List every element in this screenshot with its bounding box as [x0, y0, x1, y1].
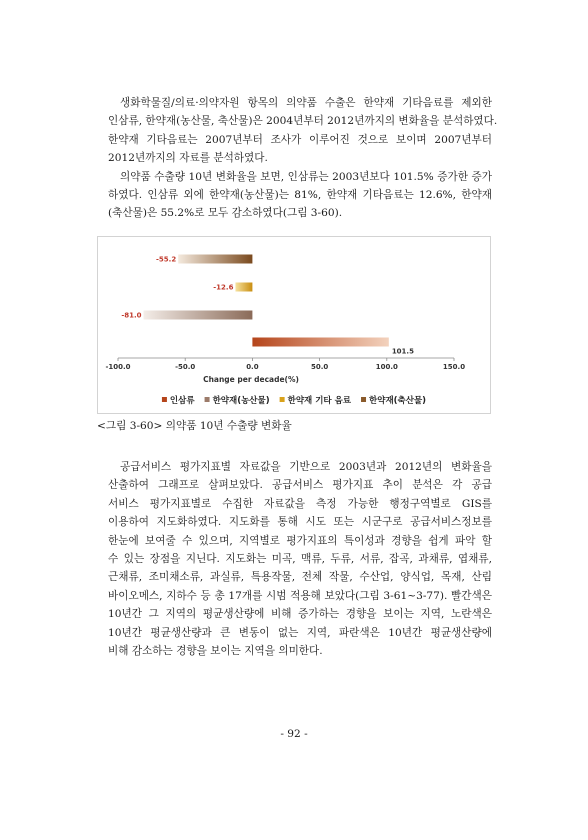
page-number: - 92 -: [280, 728, 308, 740]
text-line: 공급서비스 평가지표별 자료값을 기반으로 2003년과 2012년의 변화율을: [120, 461, 492, 473]
legend-label: 한약재 기타 음료: [287, 396, 352, 406]
text-line: 생화학물질/의료·의약자원 항목의 의약품 수출은 한약재 기타음료를 제외한: [120, 97, 492, 109]
x-tick-label: 100.0: [375, 363, 398, 371]
text-line: 서비스 평가지표별로 수집한 자료값을 측정 가능한 행정구역별로 GIS를: [108, 497, 492, 510]
text-line: 이용하여 지도화하였다. 지도화를 통해 시도 또는 시군구로 공급서비스정보를: [108, 516, 492, 529]
text-line: 하였다. 인삼류 외에 한약재(농산물)는 81%, 한약재 기타음료는 12.6%, 한약재: [108, 189, 492, 202]
text-line: 2012년까지의 자료를 분석하였다.: [108, 152, 268, 165]
bar-chart: [98, 237, 490, 413]
legend-swatch: [280, 397, 285, 402]
figure-chart-frame: [97, 236, 491, 414]
text-line: 10년간 그 지역의 평균생산량에 비해 증가하는 경향을 보이는 지역, 노란색은: [108, 608, 492, 621]
text-line: 의약품 수출량 10년 변화율을 보면, 인삼류는 2003년보다 101.5% 증가한 증가: [120, 170, 492, 183]
legend-label: 한약재(농산물): [212, 396, 270, 406]
x-tick-label: -50.0: [175, 363, 196, 371]
paragraph-export-analysis: [108, 94, 498, 223]
text-line: (축산물)은 55.2%로 모두 감소하였다(그림 3-60).: [108, 207, 343, 220]
x-tick-label: 50.0: [310, 363, 329, 371]
legend-swatch: [205, 397, 210, 402]
bar-value-label: -81.0: [121, 311, 142, 320]
legend-swatch: [361, 397, 366, 402]
bar-value-label: -12.6: [213, 283, 234, 292]
paragraph-supply-service: [108, 458, 492, 660]
text-line: 인삼류, 한약재(농산물, 축산물)은 2004년부터 2012년까지의 변화율을 분석하였다.: [108, 115, 498, 128]
x-tick-label: 0.0: [246, 363, 259, 371]
bar-0: [178, 255, 252, 264]
legend-label: 인삼류: [169, 396, 195, 406]
bar-value-label: -55.2: [156, 255, 177, 264]
text-line: 근채류, 조미채소류, 과실류, 특용작물, 전체 작물, 수산업, 양식업, 목재, 산림: [108, 571, 492, 584]
figure-caption: <그림 3-60> 의약품 10년 수출량 변화율: [97, 420, 292, 432]
x-tick-label: -100.0: [105, 363, 131, 371]
bar-2: [144, 311, 253, 320]
text-line: 한약재 기타음료는 2007년부터 조사가 이루어진 것으로 보이며 2007년부터: [108, 133, 492, 146]
text-line: 산출하여 그래프로 살펴보았다. 공급서비스 평가지표 추이 분석은 각 공급: [108, 479, 492, 492]
legend-swatch: [162, 397, 167, 402]
bar-3: [252, 338, 388, 347]
x-tick-label: 150.0: [442, 363, 466, 371]
bar-value-label: 101.5: [391, 347, 414, 356]
text-line: 10년간 평균생산량과 큰 변동이 없는 지역, 파란색은 10년간 평균생산량에: [108, 626, 492, 639]
text-line: 수 있는 장점을 지닌다. 지도화는 미곡, 맥류, 두류, 서류, 잡곡, 과채류, 엽채류,: [108, 553, 492, 566]
text-line: 한눈에 보여줄 수 있으며, 지역별로 평가지표의 특이성과 경향을 쉽게 파악 할: [108, 534, 492, 547]
text-line: 바이오메스, 지하수 등 총 17개를 시범 적용해 보았다(그림 3-61~3-77). 빨간색은: [108, 589, 492, 602]
x-axis-label: Change per decade(%): [203, 375, 299, 384]
legend-label: 한약재(축산물): [369, 396, 427, 406]
text-line: 비해 감소하는 경향을 보이는 지역을 의미한다.: [108, 645, 323, 658]
bar-1: [235, 283, 252, 292]
